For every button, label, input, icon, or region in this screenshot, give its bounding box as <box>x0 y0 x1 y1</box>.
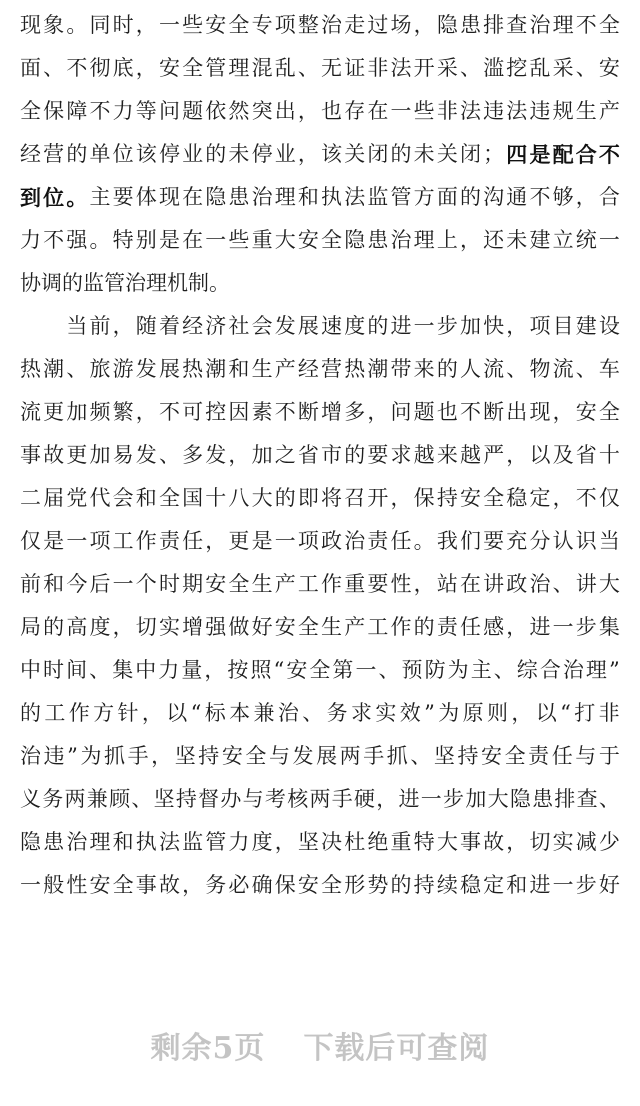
preview-limit-banner <box>0 1020 640 1070</box>
text-line: 义 务 两 兼 顾 、 坚 持 督 办 与 考 核 两 手 硬 ， 进 一 步 加 大 隐 患 排 查 、 <box>20 787 620 811</box>
text-line: 事 故 更 加 易 发 、 多 发 ， 加 之 省 市 的 要 求 越 来 越 严 ， 以 及 省 十 <box>20 443 620 467</box>
text-line: 力 不 强 。 特 别 是 在 一 些 重 大 安 全 隐 患 治 理 上 ， 还 未 建 立 统 一 <box>20 228 620 252</box>
text-line: 经 营 的 单 位 该 停 业 的 未 停 业 ， 该 关 闭 的 未 关 闭 ； 四 是 配 合 不 <box>20 142 620 167</box>
text-line: 当 前 ， 随 着 经 济 社 会 发 展 速 度 的 进 一 步 加 快 ， 项 目 建 设 <box>66 314 620 338</box>
text-line: 现 象 。 同 时 ， 一 些 安 全 专 项 整 治 走 过 场 ， 隐 患 排 查 治 理 不 全 <box>20 13 620 37</box>
text-line: 流 更 加 频 繁 ， 不 可 控 因 素 不 断 增 多 ， 问 题 也 不 断 出 现 ， 安 全 <box>20 400 620 424</box>
text-line: 局 的 高 度 ， 切 实 增 强 做 好 安 全 生 产 工 作 的 责 任 感 ， 进 一 步 集 <box>20 615 620 639</box>
text-line: 面 、 不 彻 底 ， 安 全 管 理 混 乱 、 无 证 非 法 开 采 、 滥 挖 乱 采 、 安 <box>20 56 620 80</box>
text-line: 一 般 性 安 全 事 故 ， 务 必 确 保 安 全 形 势 的 持 续 稳 定 和 进 一 步 好 <box>20 873 620 897</box>
remaining-pages-label: 剩余5页 <box>150 1031 266 1066</box>
text-line: 治 违 ” 为 抓 手 ， 坚 持 安 全 与 发 展 两 手 抓 、 坚 持 安 全 责 任 与 于 <box>20 744 620 768</box>
text-line: 的 工 作 方 针 ， 以 “ 标 本 兼 治 、 务 求 实 效 ” 为 原 则 ， 以 “ 打 非 <box>20 701 620 725</box>
text-line: 隐 患 治 理 和 执 法 监 管 力 度 ， 坚 决 杜 绝 重 特 大 事 故 ， 切 实 减 少 <box>20 830 620 854</box>
document-body <box>20 4 620 907</box>
text-line: 前 和 今 后 一 个 时 期 安 全 生 产 工 作 重 要 性 ， 站 在 讲 政 治 、 讲 大 <box>20 572 620 596</box>
text-line: 全 保 障 不 力 等 问 题 依 然 突 出 ， 也 存 在 一 些 非 法 违 法 违 规 生 产 <box>20 99 620 123</box>
text-line: 协 调 的 监 管 治 理 机 制 。 <box>20 271 230 295</box>
text-line: 中 时 间 、 集 中 力 量 ， 按 照 “ 安 全 第 一 、 预 防 为 主 、 综 合 治 理 ” <box>20 658 620 682</box>
text-line: 到 位 。 主 要 体 现 在 隐 患 治 理 和 执 法 监 管 方 面 的 沟 通 不 够 ， 合 <box>20 185 620 210</box>
text-line: 仅 是 一 项 工 作 责 任 ， 更 是 一 项 政 治 责 任 。 我 们 要 充 分 认 识 当 <box>20 529 620 553</box>
text-line: 热 潮 、 旅 游 发 展 热 潮 和 生 产 经 营 热 潮 带 来 的 人 流 、 物 流 、 车 <box>20 357 620 381</box>
text-line: 二 届 党 代 会 和 全 国 十 八 大 的 即 将 召 开 ， 保 持 安 全 稳 定 ， 不 仅 <box>20 486 620 510</box>
download-hint-label: 下载后可查阅 <box>303 1031 490 1066</box>
